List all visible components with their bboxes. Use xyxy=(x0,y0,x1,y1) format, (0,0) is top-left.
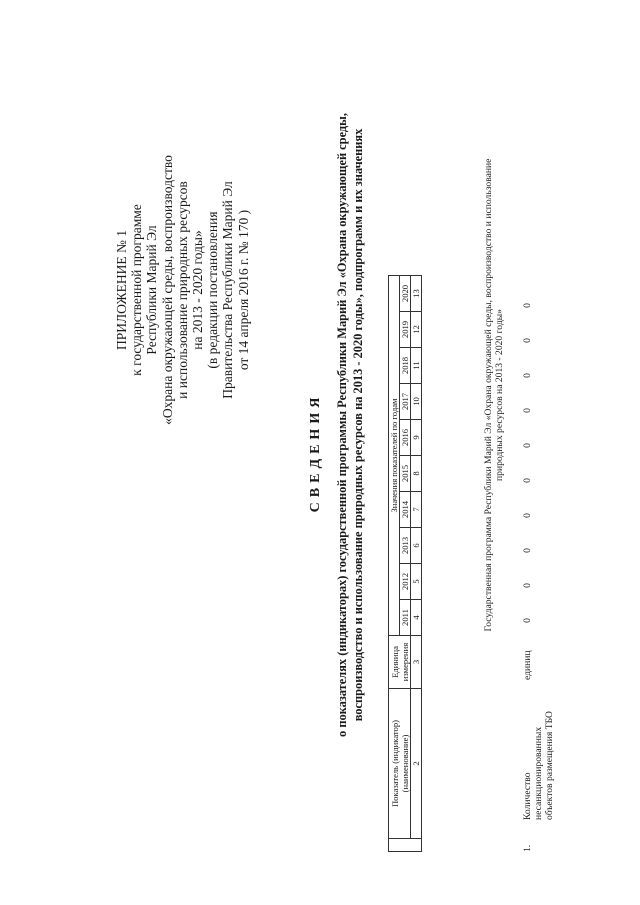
column-number-cell: 2 xyxy=(411,689,422,839)
appendix-line: от 14 апреля 2016 г. № 170 ) xyxy=(235,209,251,371)
name-line: объектов размещения ТБО xyxy=(544,711,555,820)
table-header-values: Значения показателей по годам xyxy=(389,276,400,636)
row-number: 1. xyxy=(522,844,533,852)
name-line: Количество xyxy=(522,772,533,820)
row-unit: единиц xyxy=(522,650,533,680)
subtitle-line: о показателях (индикаторах) государственной программы Республики Марий Эл «Охрана окружающей среды, xyxy=(335,113,349,737)
header-text: Показатель (индикатор) xyxy=(389,719,400,808)
table-header-indicator xyxy=(389,689,411,839)
table-row xyxy=(522,12,562,852)
table-header-unit xyxy=(389,636,411,689)
row-value: 0 xyxy=(522,303,533,308)
year-header-cell: 2019 xyxy=(400,312,411,348)
table-header-cell xyxy=(389,839,422,852)
row-value: 0 xyxy=(522,478,533,483)
appendix-line: к государственной программе xyxy=(129,204,145,376)
row-value: 0 xyxy=(522,373,533,378)
appendix-line: «Охрана окружающей среды, воспроизводство xyxy=(159,155,175,425)
column-number-cell: 3 xyxy=(411,636,422,689)
appendix-line: (в редакции постановления xyxy=(205,211,221,369)
column-number-cell: 13 xyxy=(411,276,422,312)
year-header-cell: 2015 xyxy=(400,456,411,492)
column-numbers-row xyxy=(411,276,422,852)
row-value: 0 xyxy=(522,548,533,553)
header-text: Единица xyxy=(389,646,400,678)
column-number-cell: 6 xyxy=(411,528,422,564)
program-line: Государственная программа Республики Марий Эл «Охрана окружающей среды, воспроизводство и использование xyxy=(483,158,494,632)
row-value: 0 xyxy=(522,408,533,413)
name-line: несанкционированных xyxy=(533,726,544,820)
year-header-cell: 2020 xyxy=(400,276,411,312)
program-line: природных ресурсов на 2013 - 2020 годы» xyxy=(494,309,505,481)
year-header-cell: 2011 xyxy=(400,600,411,636)
header-text: измерения xyxy=(399,642,410,682)
document-subtitle xyxy=(334,15,366,835)
indicators-table xyxy=(388,275,422,852)
year-header-cell: 2018 xyxy=(400,348,411,384)
header-text: (наименование) xyxy=(399,734,410,793)
year-header-cell: 2012 xyxy=(400,564,411,600)
appendix-line: и использование природных ресурсов xyxy=(174,181,190,399)
year-header-cell: 2017 xyxy=(400,384,411,420)
row-value: 0 xyxy=(522,618,533,623)
column-number-cell: 8 xyxy=(411,456,422,492)
column-number-cell: 11 xyxy=(411,348,422,384)
row-indicator-name xyxy=(522,680,555,820)
row-value: 0 xyxy=(522,513,533,518)
column-number-cell: 5 xyxy=(411,564,422,600)
appendix-block xyxy=(114,140,251,440)
appendix-line: Республики Марий Эл xyxy=(144,225,160,355)
year-header-cell: 2014 xyxy=(400,492,411,528)
column-number-cell: 7 xyxy=(411,492,422,528)
row-value: 0 xyxy=(522,443,533,448)
year-header-cell: 2016 xyxy=(400,420,411,456)
row-value: 0 xyxy=(522,583,533,588)
program-caption xyxy=(483,135,505,655)
subtitle-line: воспроизводство и использование природных ресурсов на 2013 - 2020 годы», подпрограмм и их значениях xyxy=(351,128,365,722)
appendix-line: на 2013 - 2020 годы» xyxy=(190,230,206,350)
appendix-line: Правительства Республики Марий Эл xyxy=(220,181,236,399)
column-number-cell: 4 xyxy=(411,600,422,636)
row-value: 0 xyxy=(522,338,533,343)
year-header-cell: 2013 xyxy=(400,528,411,564)
document-title: СВЕДЕНИЯ xyxy=(308,392,323,513)
column-number-cell: 9 xyxy=(411,420,422,456)
appendix-line: ПРИЛОЖЕНИЕ № 1 xyxy=(114,229,129,351)
column-number-cell: 12 xyxy=(411,312,422,348)
column-number-cell: 10 xyxy=(411,384,422,420)
